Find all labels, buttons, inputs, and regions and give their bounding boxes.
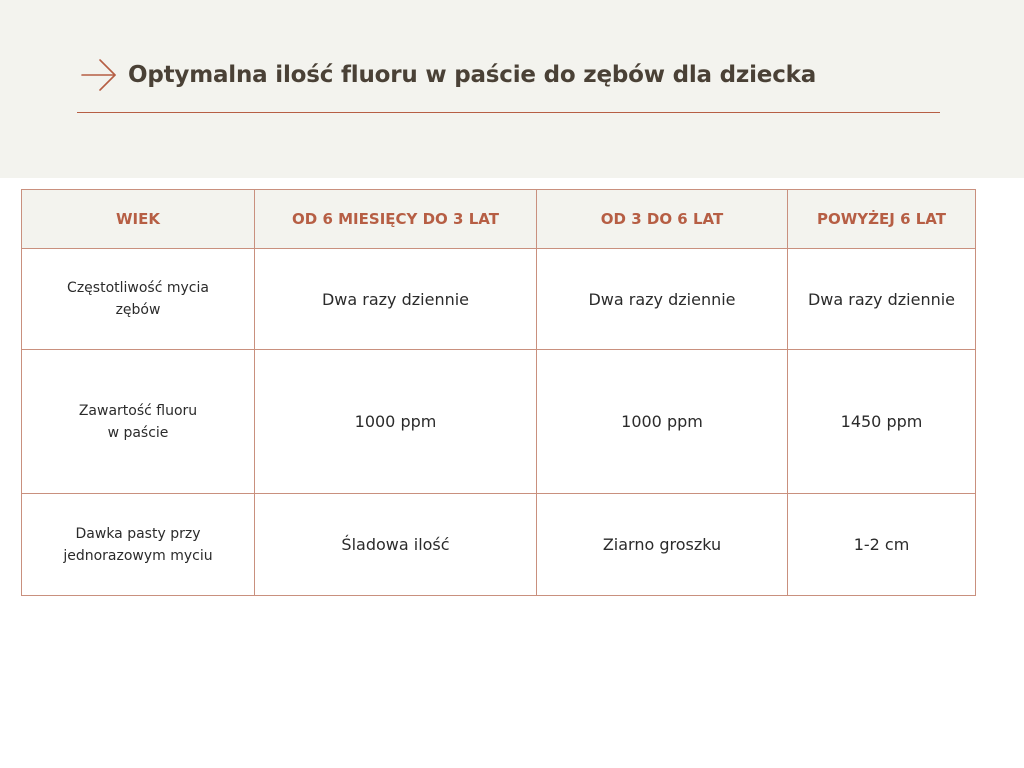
row-label-fluoride-content (22, 350, 255, 494)
table-cell: 1-2 cm (788, 494, 976, 596)
table-row (22, 350, 976, 494)
row-label-line: Częstotliwość mycia (67, 280, 209, 296)
row-label-line: Zawartość fluoru (78, 402, 198, 419)
row-label-line: zębów (115, 302, 161, 318)
row-label-brushing-frequency (22, 249, 255, 350)
row-label-line: Dawka pasty przy (75, 525, 201, 542)
header-3y-6y: OD 3 DO 6 LAT (537, 190, 788, 249)
row-label-paste-dose (22, 494, 255, 596)
title-divider (77, 112, 940, 113)
row-label-line: jednorazowym myciu (63, 547, 213, 564)
table-cell: 1450 ppm (788, 350, 976, 494)
table-row (22, 249, 976, 350)
header-over-6y: POWYŻEJ 6 LAT (788, 190, 976, 249)
fluoride-table (21, 189, 976, 596)
row-label-line: w paście (107, 424, 169, 441)
table-cell: 1000 ppm (255, 350, 537, 494)
table-cell: Ziarno groszku (537, 494, 788, 596)
table-row (22, 494, 976, 596)
page-title: Optymalna ilość fluoru w paście do zębów dla dziecka (128, 62, 817, 88)
table-cell: Dwa razy dziennie (255, 249, 537, 350)
header-6m-3y: OD 6 MIESIĘCY DO 3 LAT (255, 190, 537, 249)
table-cell: Śladowa ilość (255, 494, 537, 596)
table-cell: 1000 ppm (537, 350, 788, 494)
header-age: WIEK (22, 190, 255, 249)
table-header-row (22, 190, 976, 249)
arrow-right-icon (80, 57, 118, 93)
table-cell: Dwa razy dziennie (537, 249, 788, 350)
table-cell: Dwa razy dziennie (788, 249, 976, 350)
